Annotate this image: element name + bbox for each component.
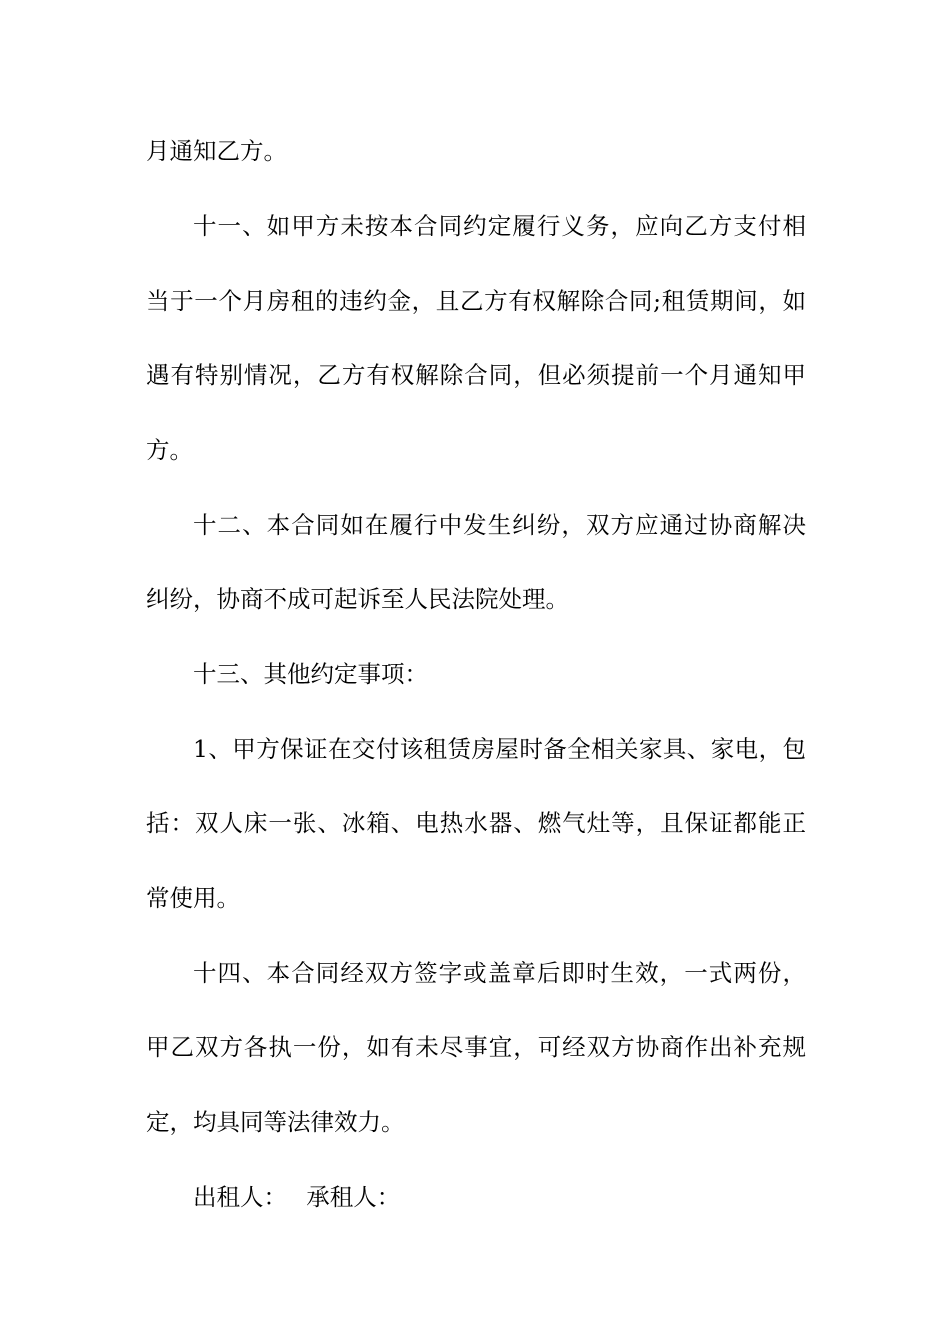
signature-line: 出租人： 承租人： [193,1183,401,1211]
paragraph-line: 方。 [146,436,193,464]
paragraph-line: 遇有特别情况，乙方有权解除合同，但必须提前一个月通知甲 [146,361,806,389]
paragraph-line: 十二、本合同如在履行中发生纠纷，双方应通过协商解决 [193,511,806,539]
paragraph-line: 括：双人床一张、冰箱、电热水器、燃气灶等，且保证都能正 [146,809,806,837]
paragraph-line: 甲乙双方各执一份，如有未尽事宜，可经双方协商作出补充规 [146,1033,806,1061]
paragraph-line: 纠纷，协商不成可起诉至人民法院处理。 [146,585,569,613]
section-heading: 十三、其他约定事项： [193,660,428,688]
paragraph-line: 月通知乙方。 [146,137,287,165]
paragraph-line: 十一、如甲方未按本合同约定履行义务，应向乙方支付相 [193,212,806,240]
paragraph-line: 1、甲方保证在交付该租赁房屋时备全相关家具、家电，包 [193,735,806,763]
paragraph-line: 定，均具同等法律效力。 [146,1108,405,1136]
paragraph-line: 十四、本合同经双方签字或盖章后即时生效，一式两份， [193,959,806,987]
paragraph-line: 常使用。 [146,884,240,912]
paragraph-line: 当于一个月房租的违约金，且乙方有权解除合同;租赁期间，如 [146,287,806,315]
